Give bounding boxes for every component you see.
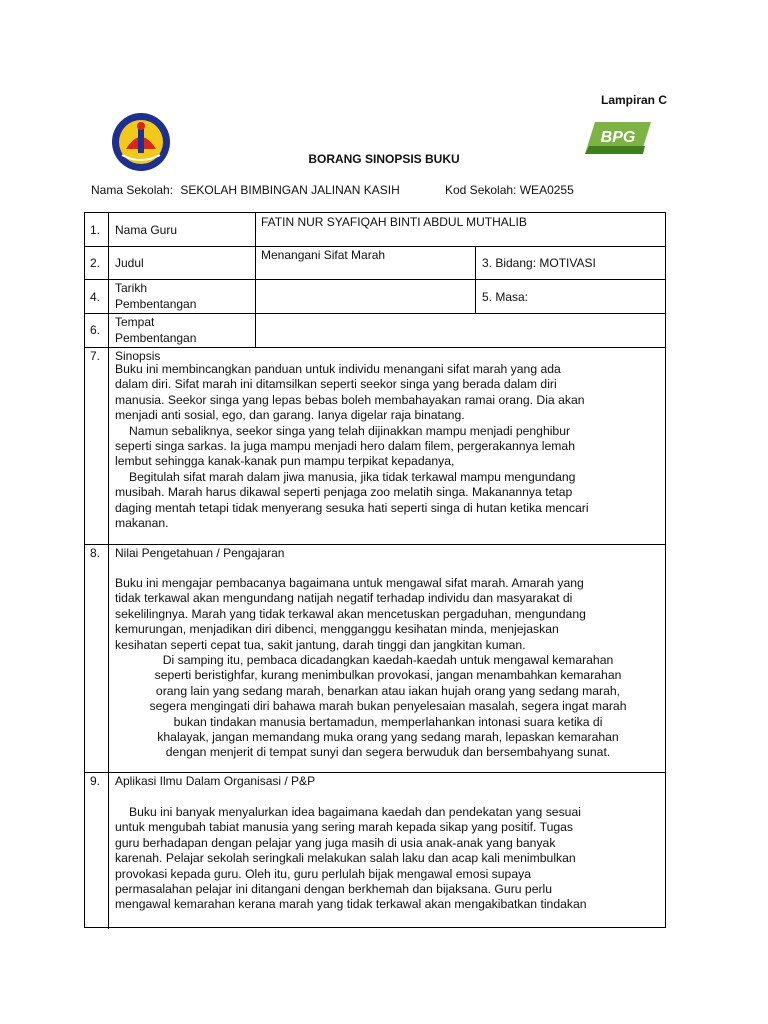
school-name-label: Nama Sekolah: (91, 183, 174, 197)
values-line: bukan tindakan manusia bertamadun, memperlahankan intonasi suara ketika di (173, 714, 603, 729)
values-line: orang lain yang sedang marah, benarkan atau iakan hujah orang yang sedang marah, (155, 683, 621, 698)
values-line: Di samping itu, pembaca dicadangkan kaedah-kaedah untuk mengawal kemarahan (162, 653, 614, 667)
application-label: Aplikasi Ilmu Dalam Organisasi / P&P (115, 774, 316, 788)
row-1-number: 1. (90, 223, 101, 237)
values-paragraph-1 (115, 576, 661, 653)
synopsis-line: menjadi anti sosial, ego, dan garang. Ianya digelar raja binatang. (115, 408, 465, 423)
application-line: permasalahan pelajar ini ditangani dengan berkhemah dan bijaksana. Guru perlu (115, 882, 553, 897)
row-4-number: 4. (90, 290, 101, 304)
title-value: Menangani Sifat Marah (261, 248, 386, 262)
school-code-value: WEA0255 (519, 183, 574, 197)
application-line: guru berhadapan dengan pelajar yang juga masih di usia anak-anak yang banyak (115, 835, 556, 850)
school-code-label: Kod Sekolah: (445, 183, 517, 197)
synopsis-form-table (84, 212, 666, 928)
row-9-number: 9. (90, 774, 101, 788)
teacher-name-label: Nama Guru (115, 223, 178, 237)
application-text (115, 805, 661, 913)
application-line: karenah. Pelajar sekolah seringkali melakukan salah laku dan acap kali menimbulkan (115, 851, 576, 866)
synopsis-line: dalam diri. Sifat marah ini ditamsilkan seperti seekor singa yang berada dalam diri (115, 377, 557, 392)
school-name-value: SEKOLAH BIMBINGAN JALINAN KASIH (180, 183, 400, 197)
synopsis-text (115, 362, 661, 531)
values-paragraph-2 (115, 653, 661, 761)
row-6-number: 6. (90, 323, 101, 337)
values-line: kemurungan, menjadikan diri dibenci, mengganggu kesihatan minda, menjejaskan (115, 622, 559, 637)
application-line: mengawal kemarahan kerana marah yang tidak terkawal akan mengakibatkan tindakan (115, 897, 587, 912)
form-title: BORANG SINOPSIS BUKU (308, 152, 460, 166)
values-line: khalayak, jangan memandang muka orang yang sedang marah, lepaskan kemarahan (157, 730, 619, 745)
row-8-number: 8. (90, 546, 101, 560)
values-line: Buku ini mengajar pembacanya bagaimana untuk mengawal sifat marah. Amarah yang (115, 576, 584, 590)
bpg-logo-text: BPG (600, 129, 636, 146)
field-bidang: 3. Bidang: MOTIVASI (482, 256, 596, 270)
values-line: dengan menjerit di tempat sunyi dan segera berwuduk dan bersembahyang sunat. (165, 745, 611, 760)
synopsis-line: daging mentah tetapi tidak menyerang sesuka hati seperti singa di hutan ketika mencari (115, 500, 589, 515)
place-label-line2: Pembentangan (115, 331, 197, 345)
application-line: untuk mengubah tabiat manusia yang sering marah kepada sikap yang positif. Tugas (115, 820, 573, 835)
teacher-name-value: FATIN NUR SYAFIQAH BINTI ABDUL MUTHALIB (261, 215, 527, 229)
values-line: sekelilingnya. Marah yang tidak terkawal akan mencetuskan pergaduhan, mengundang (115, 606, 586, 621)
date-label-line1: Tarikh (115, 281, 148, 295)
application-line: Buku ini banyak menyalurkan idea bagaimana kaedah dan pendekatan yang sesuai (129, 805, 581, 819)
synopsis-line: musibah. Marah harus dikawal seperti penjaga zoo melatih singa. Makanannya tetap (115, 485, 573, 500)
values-label: Nilai Pengetahuan / Pengajaran (115, 546, 285, 560)
row-7-number: 7. (90, 349, 101, 363)
lampiran-label: Lampiran C (601, 93, 668, 107)
school-code-line (445, 183, 574, 197)
synopsis-label: Sinopsis (115, 349, 161, 363)
synopsis-line: lembut sehingga kanak-kanak pun mampu terpikat kepadanya, (115, 454, 455, 469)
synopsis-line: manusia. Seekor singa yang lepas bebas boleh membahayakan ramai orang. Dia akan (115, 392, 585, 407)
field-masa: 5. Masa: (482, 290, 529, 304)
school-name-line (91, 183, 400, 197)
date-label-line2: Pembentangan (115, 297, 197, 311)
values-line: seperti beristighfar, kurang menimbulkan provokasi, jangan menambahkan kemarahan (154, 668, 622, 683)
synopsis-line: makanan. (115, 516, 169, 531)
row-2-number: 2. (90, 256, 101, 270)
values-line: tidak terkawal akan mengundang natijah negatif terhadap individu dan masyarakat di (115, 591, 573, 606)
title-label: Judul (115, 256, 144, 270)
place-label-line1: Tempat (115, 315, 155, 329)
synopsis-line: Namun sebaliknya, seekor singa yang telah dijinakkan mampu menjadi penghibur (129, 423, 571, 438)
synopsis-line: seperti singa sarkas. Ia juga mampu menjadi hero dalam filem, pergerakannya lemah (115, 439, 575, 454)
bpg-logo (585, 120, 651, 156)
application-line: provokasi kepada guru. Oleh itu, guru perlulah bijak mengawal emosi supaya (115, 866, 531, 881)
values-line: kesihatan seperti cepat tua, sakit jantung, darah tinggi dan jangkitan kuman. (115, 637, 526, 652)
values-line: segera mengingati diri bahawa marah bukan penyelesaian masalah, segera ingat marah (149, 699, 627, 714)
synopsis-line: Buku ini membincangkan panduan untuk individu menangani sifat marah yang ada (115, 362, 561, 376)
synopsis-line: Begitulah sifat marah dalam jiwa manusia, jika tidak terkawal mampu mengundang (129, 469, 576, 484)
